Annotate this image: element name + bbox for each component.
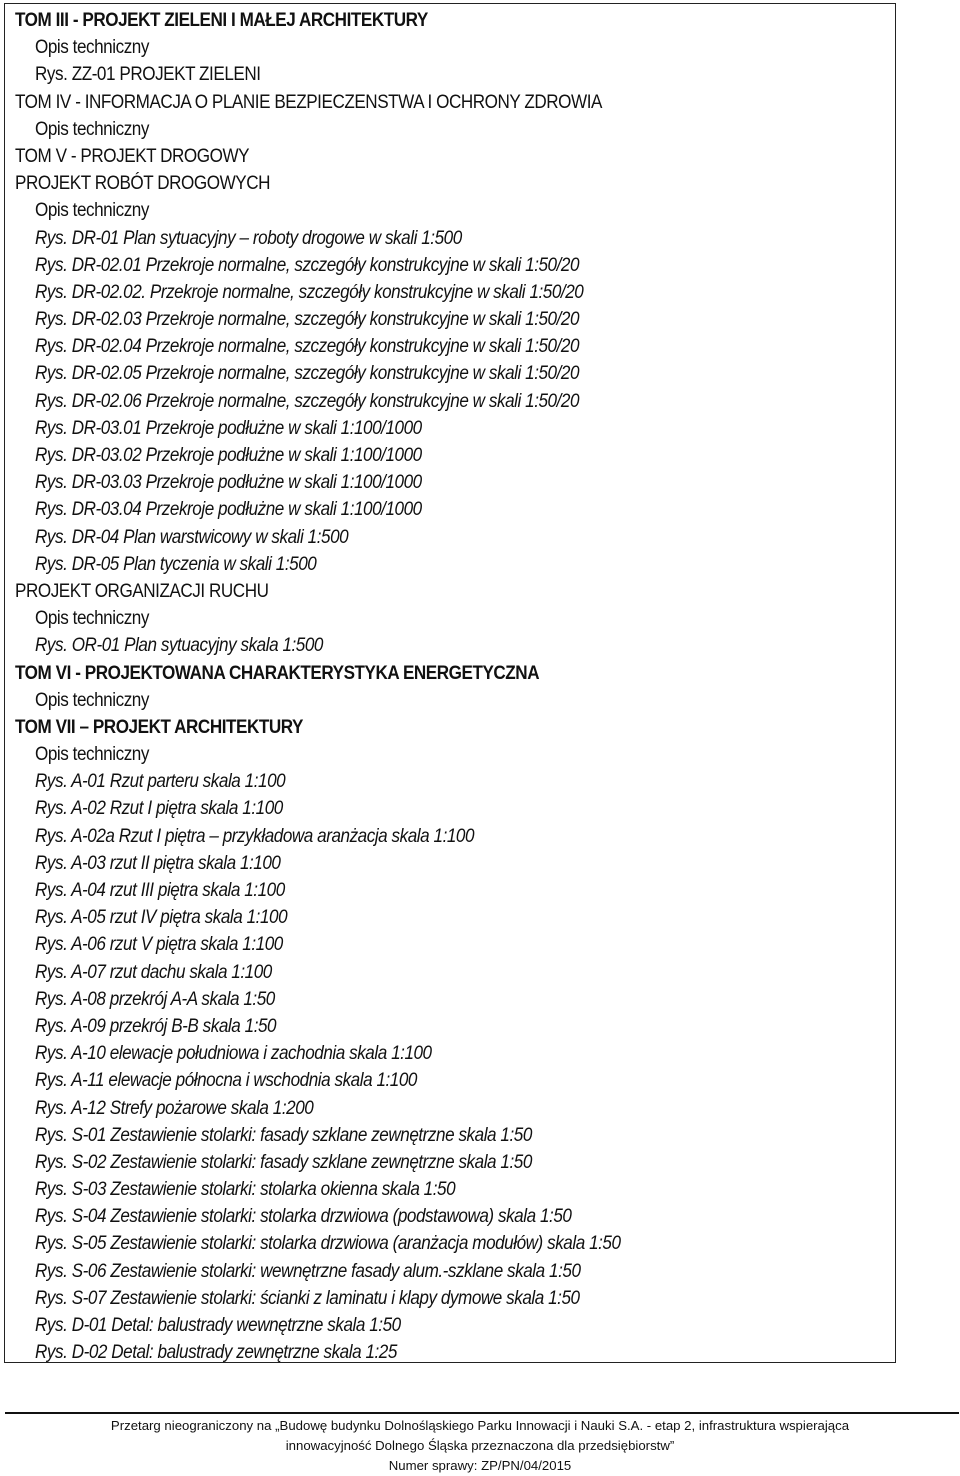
section-heading [5, 143, 895, 170]
list-item [5, 225, 895, 252]
item-text: Rys. DR-02.05 Przekroje normalne, szczegóły konstrukcyjne w skali 1:50/20 [35, 363, 580, 385]
list-item [5, 1285, 895, 1312]
list-item [5, 116, 895, 143]
item-text: Rys. OR-01 Plan sytuacyjny skala 1:500 [35, 635, 323, 657]
list-item [5, 1203, 895, 1230]
list-item [5, 1176, 895, 1203]
footer-line-2: innowacyjność Dolnego Śląska przeznaczona dla przedsiębiorstw” [285, 1438, 675, 1453]
list-item [5, 877, 895, 904]
item-text: Rys. S-03 Zestawienie stolarki: stolarka okienna skala 1:50 [35, 1179, 456, 1201]
item-text: Rys. D-02 Detal: balustrady zewnętrzne skala 1:25 [35, 1342, 397, 1364]
item-text: Rys. A-05 rzut IV piętra skala 1:100 [35, 907, 288, 929]
item-text: Opis techniczny [35, 118, 149, 140]
item-text: Rys. S-05 Zestawienie stolarki: stolarka drzwiowa (aranżacja modułów) skala 1:50 [35, 1233, 621, 1255]
list-item [5, 252, 895, 279]
item-text: Rys. A-12 Strefy pożarowe skala 1:200 [35, 1097, 314, 1119]
list-item [5, 61, 895, 88]
footer-line-1: Przetarg nieograniczony na „Budowę budynku Dolnośląskiego Parku Innowacji i Nauki S.A. - etap 2, infrastruktura wspierająca [110, 1418, 850, 1433]
item-text: Rys. A-02 Rzut I piętra skala 1:100 [35, 798, 283, 820]
list-item [5, 1258, 895, 1285]
item-text: Opis techniczny [35, 608, 149, 630]
item-text: Rys. DR-02.04 Przekroje normalne, szczegóły konstrukcyjne w skali 1:50/20 [35, 336, 580, 358]
item-text: Rys. DR-04 Plan warstwicowy w skali 1:500 [35, 526, 349, 548]
footer-divider [5, 1412, 959, 1414]
list-item [5, 1312, 895, 1339]
list-item [5, 1013, 895, 1040]
item-text: Opis techniczny [35, 744, 149, 766]
item-text: Rys. A-03 rzut II piętra skala 1:100 [35, 852, 281, 874]
list-item [5, 551, 895, 578]
item-text: Opis techniczny [35, 37, 149, 59]
list-item [5, 1067, 895, 1094]
item-text: Rys. A-10 elewacje południowa i zachodnia skala 1:100 [35, 1043, 432, 1065]
section-heading [5, 660, 895, 687]
list-item [5, 904, 895, 931]
item-text: Rys. DR-03.02 Przekroje podłużne w skali 1:100/1000 [35, 445, 422, 466]
section-heading [5, 714, 895, 741]
item-text: PROJEKT ORGANIZACJI RUCHU [15, 580, 269, 602]
section-heading [5, 170, 895, 197]
item-text: Rys. S-01 Zestawienie stolarki: fasady szklane zewnętrzne skala 1:50 [35, 1124, 532, 1146]
list-item [5, 959, 895, 986]
list-item [5, 850, 895, 877]
list-item [5, 496, 895, 523]
item-text: Rys. A-07 rzut dachu skala 1:100 [35, 961, 272, 983]
list-item [5, 469, 895, 496]
list-item [5, 1339, 895, 1366]
list-item [5, 360, 895, 387]
document-table [4, 3, 896, 1363]
item-text: Rys. A-02a Rzut I piętra – przykładowa aranżacja skala 1:100 [35, 825, 475, 847]
list-item [5, 442, 895, 469]
item-text: TOM VII – PROJEKT ARCHITEKTURY [15, 716, 303, 738]
section-heading [5, 89, 895, 116]
item-text: Rys. DR-02.01 Przekroje normalne, szczegóły konstrukcyjne w skali 1:50/20 [35, 254, 580, 276]
list-item [5, 197, 895, 224]
list-item [5, 823, 895, 850]
item-text: Rys. DR-02.03 Przekroje normalne, szczegóły konstrukcyjne w skali 1:50/20 [35, 309, 580, 331]
item-text: TOM IV - INFORMACJA O PLANIE BEZPIECZENSTWA I OCHRONY ZDROWIA [15, 91, 602, 113]
item-text: Rys. S-06 Zestawienie stolarki: wewnętrzne fasady alum.-szklane skala 1:50 [35, 1260, 581, 1282]
list-item [5, 333, 895, 360]
item-text: Rys. A-08 przekrój A-A skala 1:50 [35, 988, 275, 1010]
document-list [5, 7, 895, 1366]
item-text: Rys. DR-03.01 Przekroje podłużne w skali 1:100/1000 [35, 417, 422, 439]
list-item [5, 1149, 895, 1176]
list-item [5, 795, 895, 822]
item-text: TOM VI - PROJEKTOWANA CHARAKTERYSTYKA ENERGETYCZNA [15, 662, 540, 684]
section-heading [5, 578, 895, 605]
item-text: Rys. S-02 Zestawienie stolarki: fasady szklane zewnętrzne skala 1:50 [35, 1151, 532, 1173]
item-text: Rys. DR-03.03 Przekroje podłużne w skali 1:100/1000 [35, 472, 422, 494]
list-item [5, 931, 895, 958]
list-item [5, 632, 895, 659]
item-text: Rys. D-01 Detal: balustrady wewnętrzne skala 1:50 [35, 1315, 401, 1336]
list-item [5, 741, 895, 768]
list-item [5, 415, 895, 442]
item-text: Rys. A-04 rzut III piętra skala 1:100 [35, 880, 285, 901]
list-item [5, 1230, 895, 1257]
item-text: Rys. A-01 Rzut parteru skala 1:100 [35, 771, 286, 793]
item-text: Rys. A-09 przekrój B-B skala 1:50 [35, 1015, 277, 1037]
item-text: Rys. DR-01 Plan sytuacyjny – roboty drogowe w skali 1:500 [35, 227, 462, 249]
item-text: Rys. DR-02.02. Przekroje normalne, szczegóły konstrukcyjne w skali 1:50/20 [35, 281, 584, 303]
list-item [5, 1122, 895, 1149]
list-item [5, 388, 895, 415]
footer-case-number: Numer sprawy: ZP/PN/04/2015 [388, 1458, 572, 1473]
list-item [5, 1040, 895, 1067]
section-heading [5, 7, 895, 34]
list-item [5, 524, 895, 551]
list-item [5, 34, 895, 61]
item-text: Rys. A-11 elewacje północna i wschodnia skala 1:100 [35, 1070, 417, 1092]
list-item [5, 687, 895, 714]
list-item [5, 768, 895, 795]
item-text: TOM III - PROJEKT ZIELENI I MAŁEJ ARCHITEKTURY [15, 10, 428, 31]
item-text: Rys. DR-05 Plan tyczenia w skali 1:500 [35, 553, 317, 575]
list-item [5, 605, 895, 632]
item-text: Rys. DR-02.06 Przekroje normalne, szczegóły konstrukcyjne w skali 1:50/20 [35, 390, 580, 412]
list-item [5, 306, 895, 333]
list-item [5, 1095, 895, 1122]
item-text: PROJEKT ROBÓT DROGOWYCH [15, 173, 271, 195]
list-item [5, 986, 895, 1013]
item-text: TOM V - PROJEKT DROGOWY [15, 145, 250, 167]
item-text: Rys. S-04 Zestawienie stolarki: stolarka drzwiowa (podstawowa) skala 1:50 [35, 1206, 572, 1228]
item-text: Rys. DR-03.04 Przekroje podłużne w skali 1:100/1000 [35, 499, 422, 521]
item-text: Rys. S-07 Zestawienie stolarki: ścianki z laminatu i klapy dymowe skala 1:50 [35, 1287, 580, 1309]
item-text: Rys. ZZ-01 PROJEKT ZIELENI [35, 64, 261, 86]
list-item [5, 279, 895, 306]
item-text: Rys. A-06 rzut V piętra skala 1:100 [35, 934, 283, 956]
item-text: Opis techniczny [35, 200, 149, 222]
page-footer [0, 1416, 960, 1476]
item-text: Opis techniczny [35, 689, 149, 711]
